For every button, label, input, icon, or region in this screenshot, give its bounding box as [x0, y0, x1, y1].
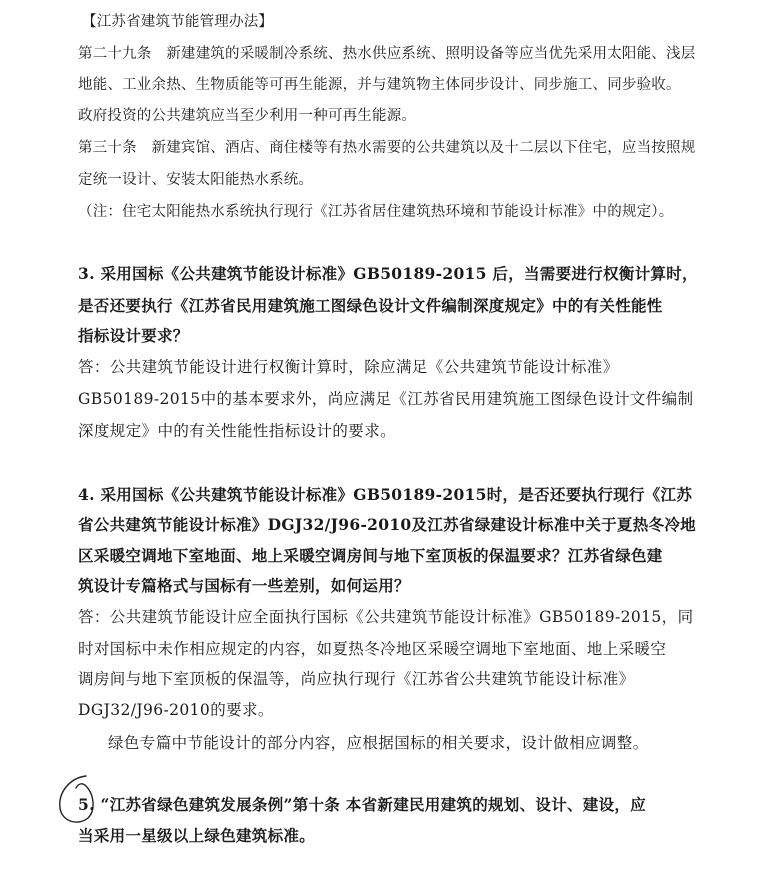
answer-4-line-3: 调房间与地下室顶板的保温等，尚应执行现行《江苏省公共建筑节能设计标准》	[78, 670, 635, 688]
answer-4-line-5: 绿色专篇中节能设计的部分内容，应根据国标的相关要求，设计做相应调整。	[108, 734, 649, 752]
article-30-line-1: 第三十条 新建宾馆、酒店、商住楼等有热水需要的公共建筑以及十二层以下住宅，应当按照规	[78, 140, 696, 156]
item-5-line-2: 当采用一星级以上绿色建筑标准。	[78, 826, 316, 845]
question-3-line-2: 是否还要执行《江苏省民用建筑施工图绿色设计文件编制深度规定》中的有关性能性	[78, 296, 663, 315]
item-5-line-1: 5. “江苏省绿色建筑发展条例”第十条 本省新建民用建筑的规划、设计、建设，应	[78, 795, 647, 814]
answer-4-line-1: 答：公共建筑节能设计应全面执行国标《公共建筑节能设计标准》GB50189-2015，同	[78, 608, 694, 626]
question-4-line-1: 4. 采用国标《公共建筑节能设计标准》GB50189-2015时，是否还要执行现行《江苏	[78, 485, 693, 504]
answer-4-line-4: DGJ32/J96-2010的要求。	[78, 701, 274, 719]
question-3-line-3: 指标设计要求？	[78, 326, 189, 345]
answer-3-line-1: 答：公共建筑节能设计进行权衡计算时，除应满足《公共建筑节能设计标准》	[78, 358, 619, 376]
article-30-line-2: 定统一设计、安装太阳能热水系统。	[78, 172, 314, 188]
question-4-line-2: 省公共建筑节能设计标准》DGJ32/J96-2010及江苏省绿建设计标准中关于夏热冬冷地	[78, 515, 696, 534]
article-29-line-2: 地能、工业余热、生物质能等可再生能源，并与建筑物主体同步设计、同步施工、同步验收。	[78, 77, 681, 93]
article-29-line-1: 第二十九条 新建建筑的采暖制冷系统、热水供应系统、照明设备等应当优先采用太阳能、浅层	[78, 46, 696, 62]
article-29-line-3: 政府投资的公共建筑应当至少利用一种可再生能源。	[78, 108, 417, 124]
question-4-line-4: 筑设计专篇格式与国标有一些差别，如何运用？	[78, 576, 410, 595]
answer-3-line-3: 深度规定》中的有关性能性指标设计的要求。	[78, 422, 397, 440]
question-3-line-1: 3. 采用国标《公共建筑节能设计标准》GB50189-2015 后，当需要进行权衡计算时，	[78, 264, 698, 283]
question-4-line-3: 区采暖空调地下室地面、地上采暖空调房间与地下室顶板的保温要求？江苏省绿色建	[78, 546, 663, 565]
answer-3-line-2: GB50189-2015中的基本要求外，尚应满足《江苏省民用建筑施工图绿色设计文件编制	[78, 390, 694, 408]
article-note: （注：住宅太阳能热水系统执行现行《江苏省居住建筑热环境和节能设计标准》中的规定）。	[78, 204, 674, 220]
section-heading: 【江苏省建筑节能管理办法】	[82, 14, 274, 30]
answer-4-line-2: 时对国标中未作相应规定的内容，如夏热冬冷地区采暖空调地下室地面、地上采暖空	[78, 640, 667, 658]
